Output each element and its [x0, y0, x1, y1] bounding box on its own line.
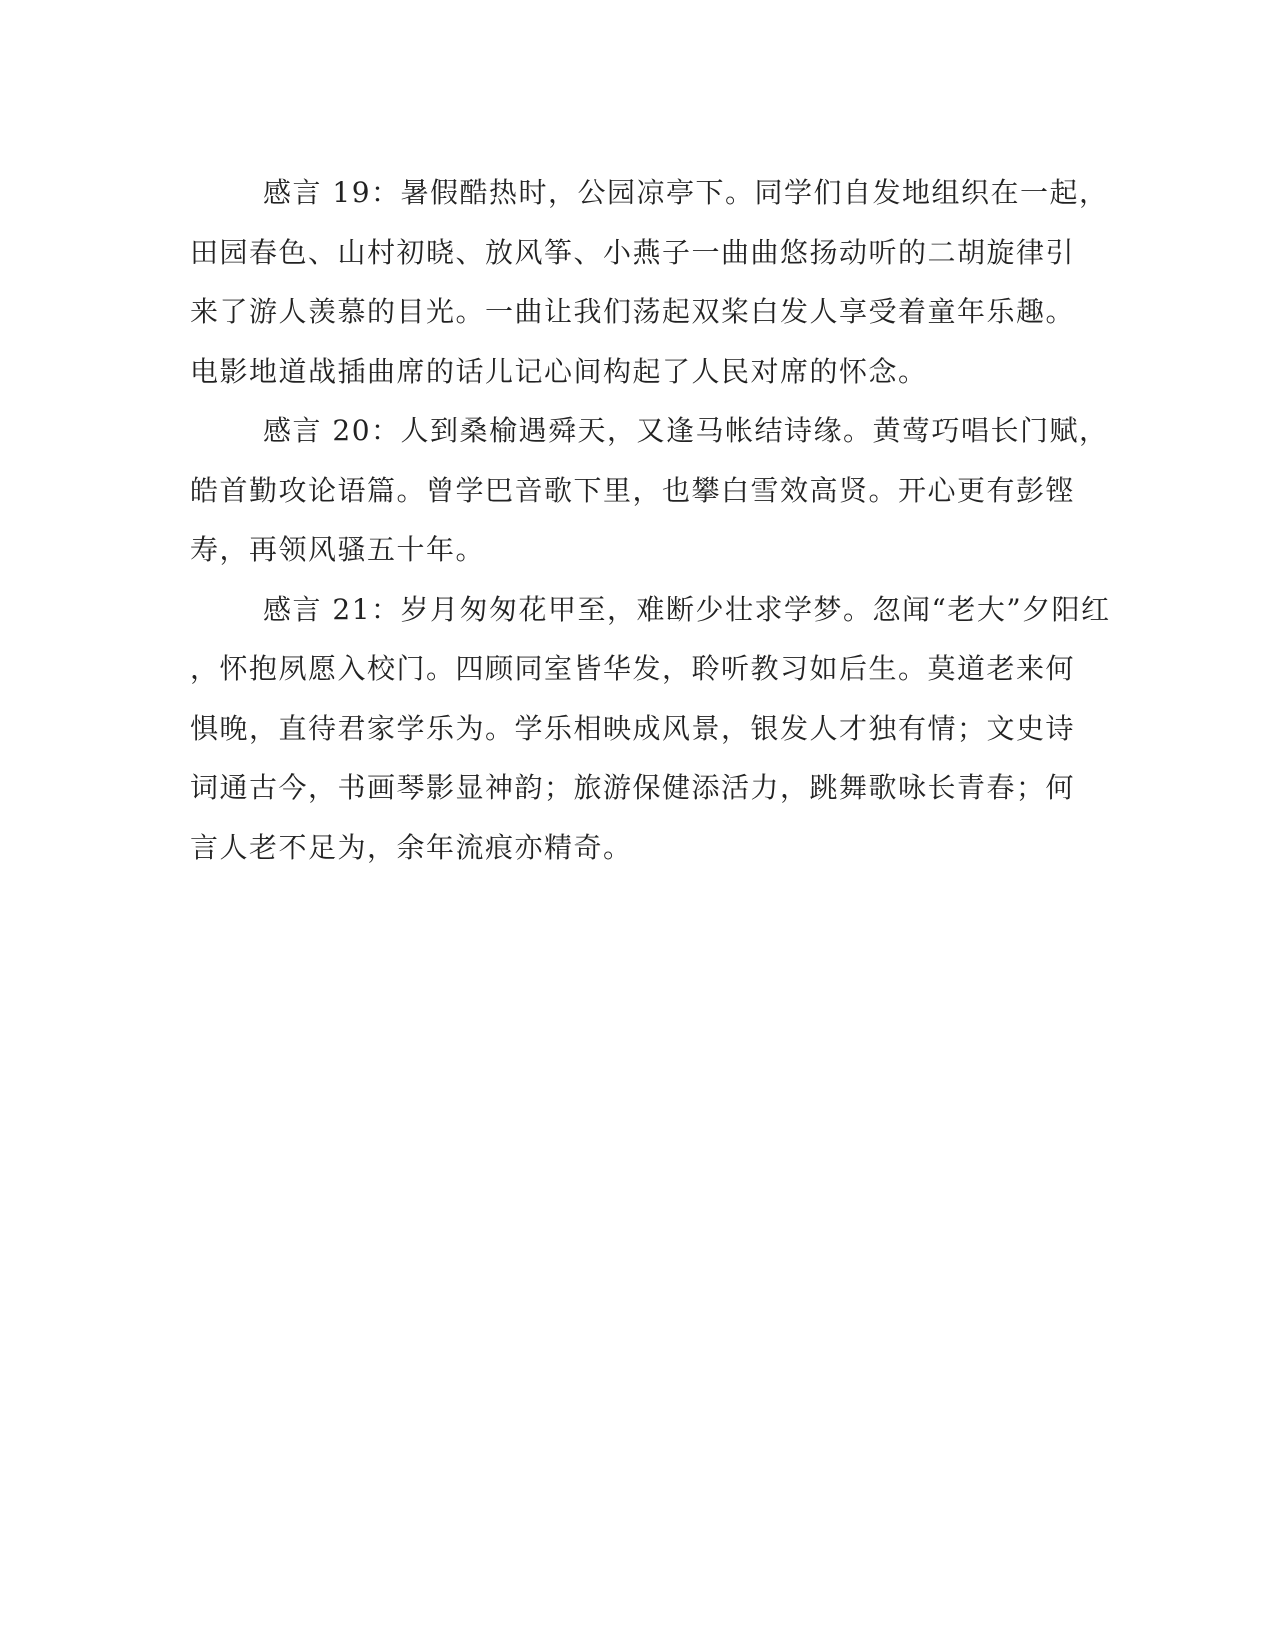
- paragraph-21: [190, 580, 1111, 878]
- paragraph-line: 感言 21：岁月匆匆花甲至，难断少壮求学梦。忽闻“老大”夕阳红: [263, 592, 1111, 626]
- paragraph-line: 皓首勤攻论语篇。曾学巴音歌下里，也攀白雪效高贤。开心更有彭铿: [190, 473, 1076, 507]
- paragraph-line: 词通古今，书画琴影显神韵；旅游保健添活力，跳舞歌咏长青春；何: [190, 771, 1076, 804]
- paragraph-line: ，怀抱夙愿入校门。四顾同室皆华发，聆听教习如后生。莫道老来何: [190, 652, 1076, 685]
- paragraph-line: 田园春色、山村初晓、放风筝、小燕子一曲曲悠扬动听的二胡旋律引: [190, 235, 1076, 269]
- paragraph-19: [190, 163, 1109, 401]
- paragraph-line: 来了游人羡慕的目光。一曲让我们荡起双桨白发人享受着童年乐趣。: [190, 295, 1076, 328]
- paragraph-line: 言人老不足为，余年流痕亦精奇。: [190, 830, 633, 864]
- paragraph-line: 感言 19：暑假酷热时，公园凉亭下。同学们自发地组织在一起，: [263, 176, 1109, 209]
- paragraph-20: [190, 401, 1109, 580]
- paragraph-line: 电影地道战插曲席的话儿记心间构起了人民对席的怀念。: [190, 354, 928, 388]
- paragraph-line: 惧晚，直待君家学乐为。学乐相映成风景，银发人才独有情；文史诗: [190, 711, 1076, 745]
- paragraph-line: 寿，再领风骚五十年。: [190, 533, 486, 566]
- paragraph-line: 感言 20：人到桑榆遇舜天，又逢马帐结诗缘。黄莺巧唱长门赋，: [263, 414, 1109, 447]
- document-body: [190, 163, 1111, 877]
